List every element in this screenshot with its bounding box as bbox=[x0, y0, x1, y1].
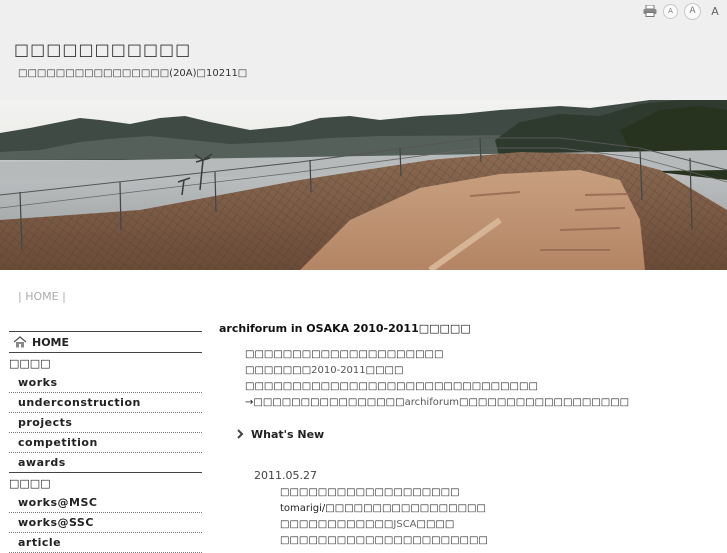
page-tools bbox=[643, 3, 723, 19]
chevron-right-icon bbox=[235, 429, 245, 439]
sidebar-item-works[interactable]: works bbox=[9, 373, 202, 393]
main-content bbox=[219, 322, 719, 546]
sidebar-item-works-ssc[interactable]: works@SSC bbox=[9, 513, 202, 533]
archiforum-link[interactable]: archiforum bbox=[404, 397, 460, 408]
site-header bbox=[0, 0, 727, 100]
sidebar-item-competition[interactable]: competition bbox=[9, 433, 202, 453]
intro-line-1: □□□□□□□□□□□□□□□□□□□□□ bbox=[245, 349, 444, 360]
sidebar-home-label: HOME bbox=[32, 335, 70, 349]
sidebar-category-2: □□□□ bbox=[9, 476, 51, 490]
whats-new-heading bbox=[235, 427, 324, 441]
news-line-3: □□□□□□□□□□□□JSCA□□□□ bbox=[280, 519, 455, 530]
news-line-2[interactable]: tomarigi/□□□□□□□□□□□□□□□□□ bbox=[280, 503, 486, 514]
home-icon bbox=[13, 336, 27, 348]
font-size-medium-button[interactable]: A bbox=[684, 3, 701, 20]
news-line-4: □□□□□□□□□□□□□□□□□□□□□□ bbox=[280, 535, 488, 546]
site-title[interactable]: □□□□□□□□□□□ bbox=[14, 40, 192, 59]
intro-text bbox=[245, 347, 629, 411]
page-title: archiforum in OSAKA 2010-2011□□□□□ bbox=[219, 322, 471, 335]
intro-line-2: □□□□□□□2010-2011□□□□ bbox=[245, 365, 404, 376]
site-subtitle: □□□□□□□□□□□□□□□□(20A)□10211□ bbox=[18, 68, 248, 79]
sidebar-category-1: □□□□ bbox=[9, 356, 51, 370]
sidebar-item-home[interactable] bbox=[9, 332, 202, 353]
print-icon[interactable] bbox=[643, 5, 657, 17]
sidebar bbox=[9, 331, 202, 553]
font-size-small-button[interactable]: A bbox=[663, 4, 678, 19]
intro-line-3: □□□□□□□□□□□□□□□□□□□□□□□□□□□□□□□ bbox=[245, 381, 538, 392]
intro-line-4[interactable]: →□□□□□□□□□□□□□□□□archiforum□□□□□□□□□□□□□□□□□□ bbox=[245, 397, 630, 408]
breadcrumb-home-link[interactable]: | HOME | bbox=[18, 290, 66, 303]
news-line-1: □□□□□□□□□□□□□□□□□□□ bbox=[280, 487, 460, 498]
sidebar-item-works-msc[interactable]: works@MSC bbox=[9, 493, 202, 513]
news-date: 2011.05.27 bbox=[254, 469, 317, 482]
sidebar-item-article[interactable]: article bbox=[9, 533, 202, 553]
sidebar-item-underconstruction[interactable]: underconstruction bbox=[9, 393, 202, 413]
sidebar-item-projects[interactable]: projects bbox=[9, 413, 202, 433]
font-size-large-button[interactable]: A bbox=[711, 4, 719, 18]
header-banner-image bbox=[0, 100, 727, 270]
sidebar-item-awards[interactable]: awards bbox=[9, 453, 202, 473]
news-item bbox=[280, 485, 488, 549]
breadcrumb[interactable] bbox=[18, 290, 66, 303]
whats-new-label: What's New bbox=[251, 427, 325, 441]
